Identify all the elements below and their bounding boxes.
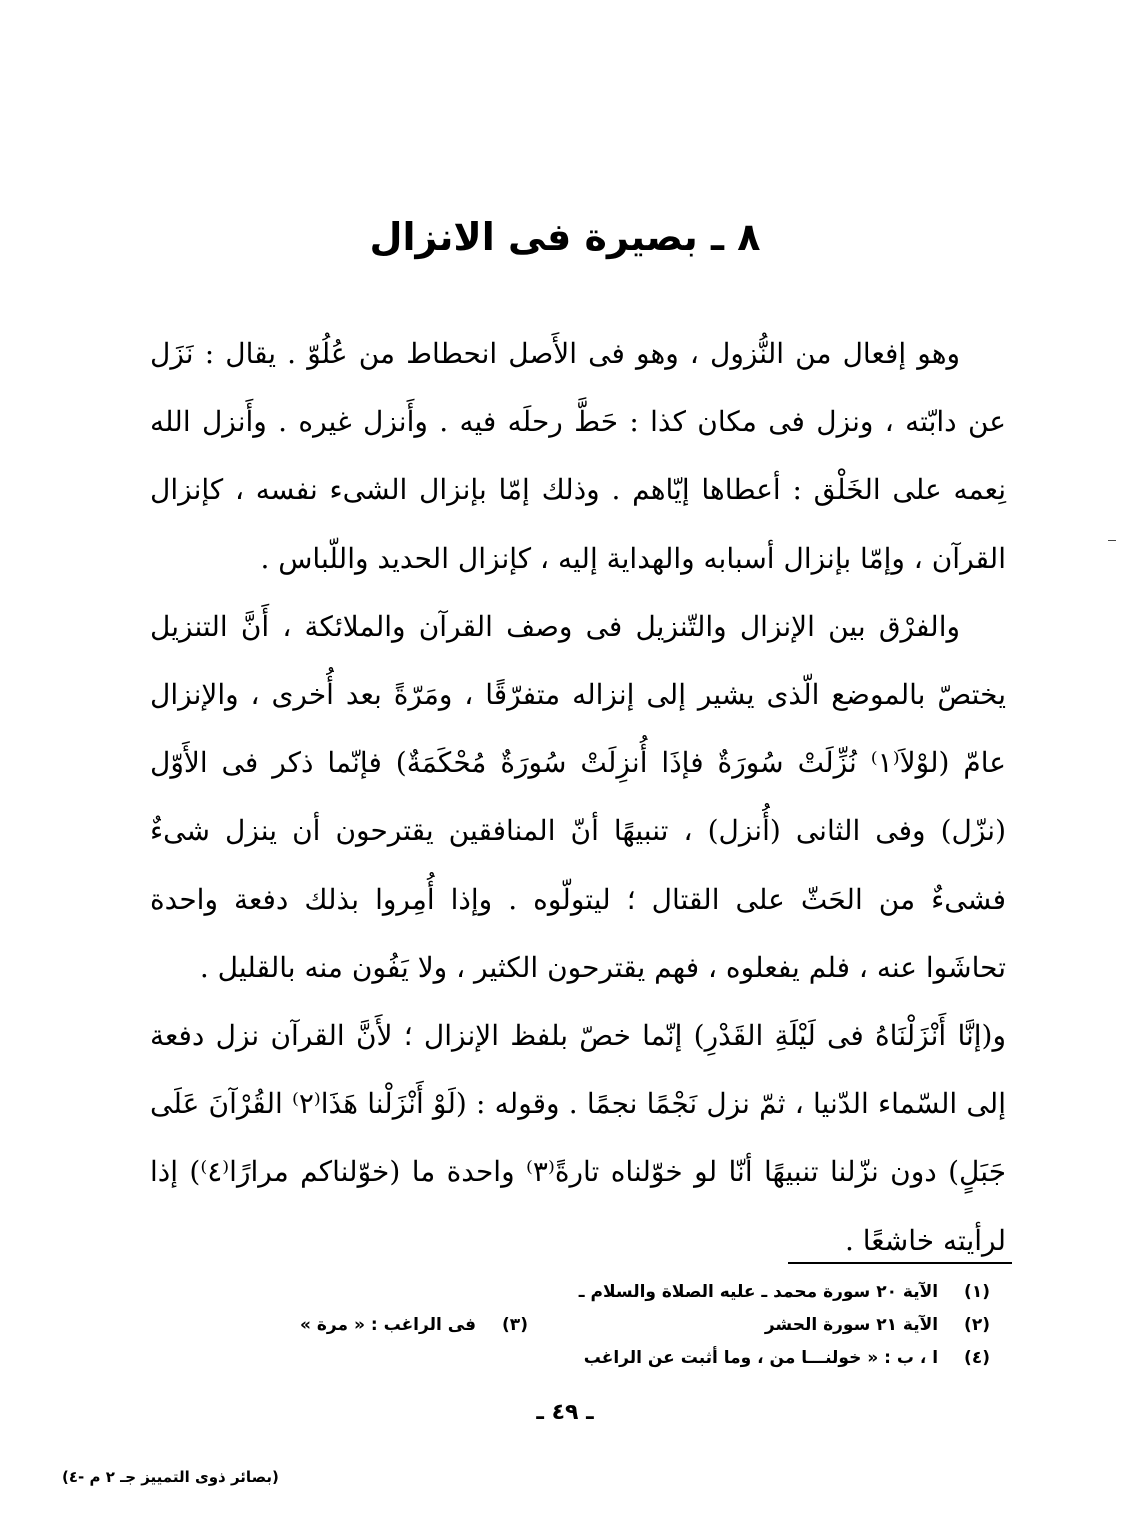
footnote-2 <box>300 1309 990 1342</box>
footnote-text: الآية ٢٠ سورة محمد ـ عليه الصلاة والسلام ـ <box>578 1282 939 1302</box>
paragraph-1: وهو إفعال من النُّزول ، وهو فى الأَصل انحطاط من عُلُوّ . يقال : نَزَل عن دابّته ، ونزل فى مكان كذا : حَطَّ رحلَه فيه . وأَنزل غيره . وأَنزل الله نِعمه على الخَلْق : أعطاها إيّاهم . وذلك إمّا بإنزال الشىء نفسه ، كإنزال القرآن ، وإمّا بإنزال أسبابه والهداية إليه ، كإنزال الحديد واللّباس . <box>150 337 1006 575</box>
paragraph-3: و(إنَّا أَنْزَلْنَاهُ فى لَيْلَةِ القَدْرِ) إنّما خصّ بلفظ الإنزال ؛ لأَنَّ القرآن نزل دفعة إلى السّماء الدّنيا ، ثمّ نزل نَجْمًا نجمًا . وقوله : (لَوْ أَنْزَلْنا هَذَا⁽٢⁾ القُرْآنَ عَلَى جَبَلٍ) دون نزّلنا تنبيهًا أنّا لو خوّلناه تارةً⁽٣⁾ واحدة ما (خوّلناكم مرارًا⁽٤⁾) إذا لرأيته خاشعًا . <box>150 1019 1007 1257</box>
signature-line: (بصائر ذوى التمييز جـ ٢ م -٤) <box>62 1468 279 1486</box>
footnote-divider <box>788 1262 1012 1264</box>
footnote-text: فى الراغب : « مرة » <box>300 1315 477 1335</box>
footnote-number: (٢) <box>964 1315 990 1335</box>
page-number: ـ ٤٩ ـ <box>536 1400 594 1425</box>
page-title: ٨ ـ بصيرة فى الانزال <box>369 215 761 259</box>
paragraph-2: والفرْق بين الإنزال والتّنزيل فى وصف القرآن والملائكة ، أَنَّ التنزيل يختصّ بالموضع الّذى يشير إلى إنزاله متفرّقًا ، ومَرّةً بعد أُخرى ، والإنزال عامّ (لوْلاَ⁽١⁾ نُزِّلَتْ سُورَةٌ فإذَا أُنزِلَتْ سُورَةٌ مُحْكَمَةٌ) فإنّما ذكر فى الأَوّل (نزّل) وفى الثانى (أُنزل) ، تنبيهًا أنّ المنافقين يقترحون أن ينزل شىءٌ فشىءٌ من الحَثّ على القتال ؛ ليتولّوه . وإذا أُمِروا بذلك دفعة واحدة تحاشَوا عنه ، فلم يفعلوه ، فهم يقترحون الكثير ، ولا يَفُون منه بالقليل . <box>150 609 1006 984</box>
footnote-number: (٣) <box>502 1315 528 1335</box>
footnote-1 <box>300 1276 990 1309</box>
footnote-number: (١) <box>964 1282 990 1302</box>
footnote-4 <box>300 1342 990 1375</box>
footnote-text: ا ، ب : « خولنـــا من ، وما أثبت عن الراغب <box>583 1348 939 1368</box>
scan-edge-mark <box>1108 540 1116 541</box>
footnotes <box>300 1276 990 1375</box>
body-text <box>150 320 1006 1275</box>
footnote-number: (٤) <box>964 1348 990 1368</box>
footnote-3 <box>300 1309 528 1342</box>
footnote-text: الآية ٢١ سورة الحشر <box>764 1315 939 1335</box>
